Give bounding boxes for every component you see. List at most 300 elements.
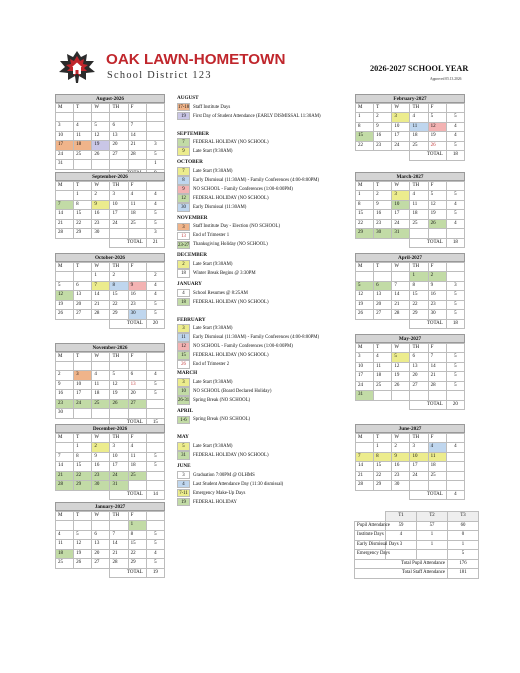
weekday-header-row xyxy=(356,343,465,353)
day-cell: 1 xyxy=(356,113,374,123)
weekday-header: TH xyxy=(110,103,128,113)
month-total: 20 xyxy=(446,400,464,410)
day-cell: 2 xyxy=(374,113,392,123)
day-cell: 2 xyxy=(110,272,128,282)
day-cell: 21 xyxy=(56,471,74,481)
day-cell: 30 xyxy=(56,409,74,419)
day-cell: 5 xyxy=(428,191,446,201)
day-cell: 23 xyxy=(428,300,446,310)
day-cell: 25 xyxy=(92,399,110,409)
week-row xyxy=(56,371,165,381)
day-cell xyxy=(128,160,146,170)
day-cell: 26 xyxy=(356,310,374,320)
week-day-count: 5 xyxy=(146,380,164,390)
month-grid xyxy=(355,103,465,161)
day-cell: 30 xyxy=(374,229,392,239)
day-cell: 7 xyxy=(56,452,74,462)
day-cell: 23 xyxy=(374,219,392,229)
total-spacer xyxy=(56,319,110,329)
weekday-header-row xyxy=(56,181,165,191)
day-cell: 22 xyxy=(74,219,92,229)
week-row xyxy=(56,380,165,390)
total-spacer xyxy=(356,319,410,329)
weekday-header: T xyxy=(74,511,92,521)
week-day-count: 5 xyxy=(446,300,464,310)
month-grid xyxy=(55,511,165,579)
day-cell: 14 xyxy=(356,462,374,472)
day-cell: 15 xyxy=(374,462,392,472)
day-cell xyxy=(128,409,146,419)
day-cell: 21 xyxy=(92,300,110,310)
day-cell: 10 xyxy=(74,380,92,390)
month-title: October-2026 xyxy=(55,253,165,262)
event-date: 15 xyxy=(177,351,190,360)
day-cell: 19 xyxy=(428,132,446,142)
day-cell: 15 xyxy=(128,540,146,550)
day-cell: 6 xyxy=(92,530,110,540)
total-label: TOTAL xyxy=(410,400,446,410)
day-cell: 9 xyxy=(56,380,74,390)
event-text: FEDERAL HOLIDAY (NO SCHOOL) xyxy=(193,452,269,458)
week-day-count: 5 xyxy=(446,381,464,391)
day-cell: 25 xyxy=(128,219,146,229)
week-day-count xyxy=(446,272,464,282)
day-cell: 19 xyxy=(428,210,446,220)
event-item xyxy=(177,194,347,203)
day-cell: 9 xyxy=(92,200,110,210)
event-text: Late Start (9:30AM) xyxy=(193,326,233,332)
event-item xyxy=(177,298,347,307)
weekday-header: M xyxy=(356,181,374,191)
month-total-row xyxy=(356,319,465,329)
month-total: 21 xyxy=(146,238,164,248)
day-cell: 18 xyxy=(428,462,446,472)
event-text: First Day of Student Attendance (EARLY DISMISSAL 11:30AM) xyxy=(193,113,321,119)
day-cell xyxy=(410,481,428,491)
weekday-header: M xyxy=(356,433,374,443)
week-day-count: 5 xyxy=(446,141,464,151)
event-text: Spring Break (NO SCHOOL) xyxy=(193,417,251,423)
total-label: TOTAL xyxy=(410,319,446,329)
week-total-header xyxy=(446,433,464,443)
week-row xyxy=(56,150,165,160)
day-cell: 3 xyxy=(392,191,410,201)
month-total-row xyxy=(56,319,165,329)
day-cell: 12 xyxy=(92,131,110,141)
day-cell: 17 xyxy=(392,210,410,220)
week-day-count: 5 xyxy=(446,291,464,301)
event-item xyxy=(177,138,347,147)
day-cell: 16 xyxy=(392,462,410,472)
day-cell: 24 xyxy=(410,471,428,481)
day-cell: 25 xyxy=(128,471,146,481)
weekday-header: F xyxy=(128,433,146,443)
day-cell xyxy=(110,113,128,122)
weekday-header: F xyxy=(428,103,446,113)
weekday-header: F xyxy=(428,262,446,272)
day-cell: 23 xyxy=(92,471,110,481)
month-total-row xyxy=(356,490,465,500)
event-section-title: MARCH xyxy=(177,370,198,377)
weekday-header-row xyxy=(56,262,165,272)
day-cell: 8 xyxy=(110,281,128,291)
day-cell: 31 xyxy=(56,160,74,170)
day-cell: 19 xyxy=(356,300,374,310)
event-item xyxy=(177,333,347,342)
week-day-count: 5 xyxy=(146,530,164,540)
day-cell xyxy=(128,481,146,491)
day-cell: 5 xyxy=(392,353,410,363)
day-cell xyxy=(428,481,446,491)
day-cell: 27 xyxy=(128,399,146,409)
week-row xyxy=(356,272,465,282)
day-cell: 5 xyxy=(56,281,74,291)
event-text: School Resumes @ 8:25AM xyxy=(193,290,248,296)
weekday-header: TH xyxy=(110,352,128,362)
day-cell: 10 xyxy=(356,362,374,372)
approved-date: Approved 05.13.2026 xyxy=(430,77,462,81)
weekday-header: M xyxy=(56,511,74,521)
week-day-count xyxy=(146,471,164,481)
day-cell: 14 xyxy=(56,210,74,220)
day-cell: 24 xyxy=(110,219,128,229)
total-spacer xyxy=(356,151,410,161)
week-total-header xyxy=(446,262,464,272)
stats-label: Institute Days xyxy=(355,531,386,541)
weekday-header-row xyxy=(356,103,465,113)
day-cell: 22 xyxy=(356,141,374,151)
week-row xyxy=(356,353,465,363)
oak-leaf-logo-icon xyxy=(57,50,97,84)
day-cell: 30 xyxy=(428,310,446,320)
event-text: End of Trimester 2 xyxy=(193,362,230,368)
week-row xyxy=(56,122,165,132)
stats-row xyxy=(355,540,479,550)
day-cell: 19 xyxy=(392,372,410,382)
weekday-header: M xyxy=(56,103,74,113)
weekday-header: T xyxy=(374,433,392,443)
day-cell xyxy=(74,521,92,531)
day-cell xyxy=(128,113,146,122)
event-item xyxy=(177,396,347,405)
week-day-count: 3 xyxy=(446,281,464,291)
day-cell: 13 xyxy=(128,380,146,390)
day-cell xyxy=(56,362,74,371)
event-item xyxy=(177,289,347,298)
event-item xyxy=(177,269,347,278)
month-calendar xyxy=(355,334,465,410)
day-cell: 29 xyxy=(128,559,146,569)
weekday-header: F xyxy=(128,262,146,272)
week-row xyxy=(56,540,165,550)
event-item xyxy=(177,176,347,185)
event-date: 23-27 xyxy=(178,242,190,248)
day-cell: 9 xyxy=(92,452,110,462)
day-cell: 29 xyxy=(74,481,92,491)
district-subtitle: School District 123 xyxy=(107,70,212,81)
day-cell: 15 xyxy=(110,291,128,301)
day-cell xyxy=(374,391,392,401)
day-cell: 12 xyxy=(356,291,374,301)
day-cell: 5 xyxy=(74,530,92,540)
week-day-count: 5 xyxy=(446,310,464,320)
day-cell: 16 xyxy=(374,132,392,142)
event-date: 13 xyxy=(177,232,190,241)
week-row xyxy=(56,113,165,122)
week-row xyxy=(56,521,165,531)
day-cell: 14 xyxy=(110,540,128,550)
day-cell: 11 xyxy=(74,131,92,141)
week-day-count xyxy=(146,122,164,132)
day-cell: 30 xyxy=(392,481,410,491)
day-cell: 7 xyxy=(356,452,374,462)
day-cell xyxy=(374,272,392,282)
month-total: 14 xyxy=(146,490,164,500)
day-cell: 22 xyxy=(356,219,374,229)
week-total-header xyxy=(146,181,164,191)
day-cell xyxy=(356,272,374,282)
stats-value: 4 xyxy=(386,531,417,541)
day-cell: 16 xyxy=(92,210,110,220)
week-day-count: 1 xyxy=(146,160,164,170)
event-text: End of Trimester 1 xyxy=(193,233,230,239)
event-section-title: SEPTEMBER xyxy=(177,130,209,137)
day-cell: 22 xyxy=(374,471,392,481)
week-row xyxy=(56,291,165,301)
day-cell: 10 xyxy=(110,200,128,210)
stats-value: 1 xyxy=(417,531,448,541)
total-spacer xyxy=(356,238,410,248)
day-cell: 5 xyxy=(110,371,128,381)
day-cell: 15 xyxy=(410,291,428,301)
day-cell: 21 xyxy=(428,372,446,382)
month-total-row xyxy=(356,400,465,410)
weekday-header: TH xyxy=(110,433,128,443)
event-item xyxy=(177,351,347,360)
event-section-title: NOVEMBER xyxy=(177,214,208,221)
day-cell: 25 xyxy=(56,559,74,569)
day-cell: 18 xyxy=(92,390,110,400)
month-title: September-2026 xyxy=(55,172,165,181)
day-cell: 4 xyxy=(410,191,428,201)
weekday-header: W xyxy=(392,103,410,113)
day-cell: 20 xyxy=(110,141,128,151)
day-cell: 24 xyxy=(392,219,410,229)
day-cell: 2 xyxy=(428,272,446,282)
weekday-header-row xyxy=(56,433,165,443)
day-cell: 14 xyxy=(92,291,110,301)
day-cell: 10 xyxy=(410,452,428,462)
week-row xyxy=(56,530,165,540)
month-title: May-2027 xyxy=(355,334,465,343)
weekday-header: F xyxy=(428,343,446,353)
event-date: 18 xyxy=(177,269,190,278)
event-date: 17-18 xyxy=(178,104,190,110)
day-cell: 17 xyxy=(392,132,410,142)
day-cell: 19 xyxy=(110,390,128,400)
day-cell: 31 xyxy=(110,481,128,491)
day-cell: 18 xyxy=(74,141,92,151)
day-cell: 17 xyxy=(74,390,92,400)
week-day-count: 5 xyxy=(446,210,464,220)
day-cell: 18 xyxy=(56,549,74,559)
week-day-count: 5 xyxy=(446,113,464,123)
day-cell xyxy=(74,113,92,122)
month-title: November-2026 xyxy=(55,343,165,352)
day-cell: 3 xyxy=(56,122,74,132)
week-row xyxy=(56,141,165,151)
week-total-header xyxy=(146,433,164,443)
day-cell: 3 xyxy=(410,443,428,453)
event-text: FEDERAL HOLIDAY (NO SCHOOL) xyxy=(193,195,269,201)
day-cell: 22 xyxy=(74,471,92,481)
day-cell: 6 xyxy=(110,122,128,132)
week-day-count: 4 xyxy=(446,200,464,210)
day-cell: 3 xyxy=(110,443,128,453)
weekday-header: M xyxy=(356,262,374,272)
stats-value: 0 xyxy=(448,531,479,541)
day-cell: 2 xyxy=(374,191,392,201)
day-cell: 20 xyxy=(374,300,392,310)
week-row xyxy=(356,113,465,123)
event-text: Late Start (9:30AM) xyxy=(193,261,233,267)
day-cell: 1 xyxy=(410,272,428,282)
header xyxy=(0,0,520,92)
week-day-count: 4 xyxy=(146,371,164,381)
week-day-count xyxy=(446,481,464,491)
week-row xyxy=(356,462,465,472)
stats-total-row xyxy=(355,559,479,569)
weekday-header: W xyxy=(92,262,110,272)
day-cell: 11 xyxy=(410,122,428,132)
day-cell: 1 xyxy=(74,191,92,201)
week-day-count xyxy=(446,462,464,472)
day-cell: 26 xyxy=(110,399,128,409)
day-cell: 7 xyxy=(392,281,410,291)
month-total-row xyxy=(356,238,465,248)
day-cell: 11 xyxy=(128,452,146,462)
weekday-header: T xyxy=(374,343,392,353)
total-spacer xyxy=(56,238,110,248)
week-day-count xyxy=(146,409,164,419)
stats-row xyxy=(355,531,479,541)
weekday-header: M xyxy=(56,262,74,272)
event-text: Early Dismissal (11:30AM) xyxy=(193,204,247,210)
week-row xyxy=(56,200,165,210)
day-cell: 13 xyxy=(110,131,128,141)
weekday-header: W xyxy=(92,181,110,191)
day-cell xyxy=(110,409,128,419)
event-text: Late Start (9:30AM) xyxy=(193,443,233,449)
attendance-summary xyxy=(354,511,479,579)
weekday-header: M xyxy=(56,181,74,191)
day-cell: 16 xyxy=(56,390,74,400)
event-text: Late Start (9:30AM) xyxy=(193,379,233,385)
day-cell: 23 xyxy=(374,141,392,151)
weekday-header: T xyxy=(74,262,92,272)
event-text: NO SCHOOL (Board Declared Holiday) xyxy=(193,388,272,394)
week-row xyxy=(356,391,465,401)
weekday-header: TH xyxy=(110,511,128,521)
day-cell: 6 xyxy=(410,353,428,363)
event-date: 9 xyxy=(177,185,190,194)
day-cell: 21 xyxy=(392,300,410,310)
stats-value: 1 xyxy=(417,540,448,550)
weekday-header: TH xyxy=(410,433,428,443)
week-row xyxy=(356,381,465,391)
month-total-row xyxy=(56,568,165,578)
event-date: 2 xyxy=(177,260,190,269)
total-label: TOTAL xyxy=(410,238,446,248)
trimester-header: T3 xyxy=(448,512,479,522)
week-day-count: 5 xyxy=(146,390,164,400)
event-section-title: JUNE xyxy=(177,462,191,469)
day-cell: 16 xyxy=(428,291,446,301)
event-section-title: DECEMBER xyxy=(177,252,207,259)
day-cell: 26 xyxy=(74,559,92,569)
day-cell: 13 xyxy=(92,540,110,550)
event-item xyxy=(177,378,347,387)
event-item xyxy=(177,480,347,489)
weekday-header: M xyxy=(56,352,74,362)
day-cell: 25 xyxy=(410,219,428,229)
day-cell: 25 xyxy=(74,150,92,160)
week-day-count: 4 xyxy=(446,219,464,229)
day-cell: 2 xyxy=(56,371,74,381)
weekday-header: F xyxy=(428,433,446,443)
week-row xyxy=(356,219,465,229)
day-cell: 7 xyxy=(92,281,110,291)
day-cell: 1 xyxy=(128,521,146,531)
day-cell: 18 xyxy=(374,372,392,382)
day-cell: 15 xyxy=(74,210,92,220)
event-text: Late Start (9:30AM) xyxy=(193,168,233,174)
day-cell xyxy=(410,391,428,401)
day-cell: 26 xyxy=(56,310,74,320)
event-item xyxy=(177,231,347,240)
weekday-header: TH xyxy=(410,262,428,272)
day-cell: 5 xyxy=(356,281,374,291)
event-date: 9 xyxy=(177,147,190,156)
day-cell: 17 xyxy=(110,210,128,220)
week-row xyxy=(56,471,165,481)
day-cell: 1 xyxy=(74,443,92,453)
day-cell: 27 xyxy=(410,381,428,391)
month-grid xyxy=(55,433,165,501)
event-section-title: FEBRUARY xyxy=(177,316,206,323)
week-row xyxy=(356,481,465,491)
week-row xyxy=(356,291,465,301)
week-row xyxy=(56,452,165,462)
week-row xyxy=(56,131,165,141)
event-date: 3 xyxy=(177,324,190,333)
event-item xyxy=(177,147,347,156)
event-item xyxy=(177,489,347,498)
week-day-count: 3 xyxy=(146,229,164,239)
week-day-count xyxy=(146,399,164,409)
week-row xyxy=(56,300,165,310)
day-cell: 28 xyxy=(128,150,146,160)
day-cell xyxy=(74,362,92,371)
event-date: 8 xyxy=(177,176,190,185)
day-cell: 1 xyxy=(92,272,110,282)
week-day-count xyxy=(146,521,164,531)
day-cell: 15 xyxy=(74,462,92,472)
week-row xyxy=(56,362,165,371)
day-cell: 8 xyxy=(74,452,92,462)
weekday-header: TH xyxy=(410,181,428,191)
week-day-count: 3 xyxy=(146,141,164,151)
